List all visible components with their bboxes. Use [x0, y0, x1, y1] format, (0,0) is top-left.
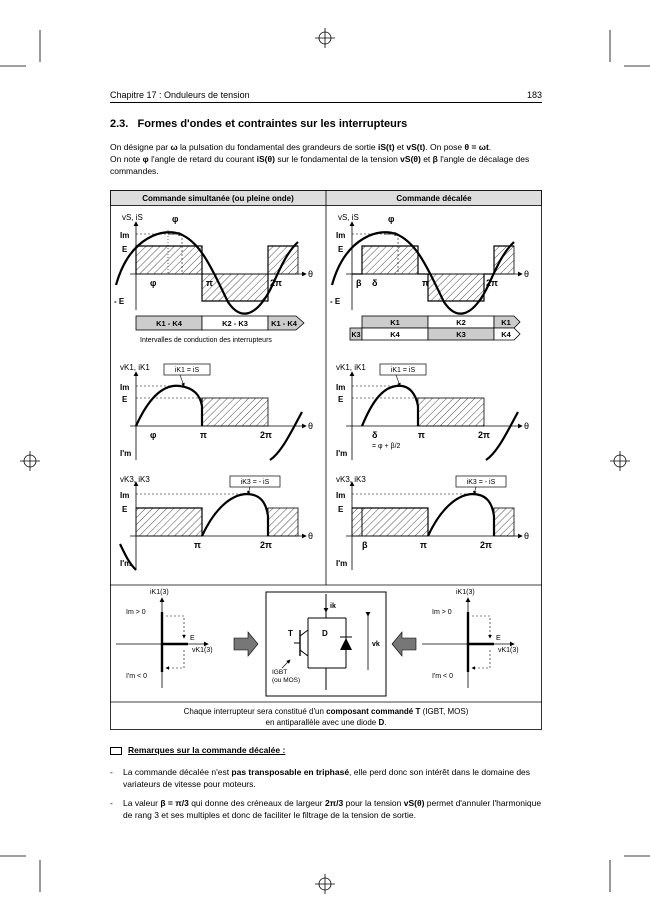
- svg-text:δ: δ: [372, 430, 378, 440]
- svg-text:π: π: [420, 540, 427, 550]
- svg-text:I'm: I'm: [336, 449, 348, 458]
- col-right-title: Commande décalée: [396, 194, 472, 203]
- svg-text:β: β: [362, 540, 368, 550]
- svg-text:φ: φ: [172, 214, 179, 224]
- svg-text:iK1(3): iK1(3): [150, 589, 169, 596]
- svg-text:K4: K4: [390, 330, 400, 339]
- svg-text:E: E: [496, 635, 501, 642]
- section-heading: [110, 118, 407, 130]
- svg-text:iK3 = - iS: iK3 = - iS: [240, 479, 270, 486]
- svg-text:E: E: [338, 395, 344, 404]
- svg-text:iK1(3): iK1(3): [456, 589, 475, 596]
- svg-text:T: T: [288, 629, 293, 638]
- svg-text:φ: φ: [388, 214, 395, 224]
- svg-text:K2 - K3: K2 - K3: [222, 319, 248, 328]
- svg-text:Im: Im: [120, 231, 130, 240]
- svg-text:E: E: [122, 245, 128, 254]
- waveform-figure: [110, 190, 542, 730]
- svg-text:E: E: [338, 245, 344, 254]
- switch-schematic: [266, 592, 386, 696]
- col-left-title: Commande simultanée (ou pleine onde): [142, 194, 294, 203]
- svg-text:π: π: [194, 540, 201, 550]
- svg-text:2π: 2π: [270, 278, 282, 288]
- svg-text:vk: vk: [372, 641, 380, 648]
- svg-text:I'm: I'm: [336, 559, 348, 568]
- svg-text:K3: K3: [456, 330, 466, 339]
- svg-text:vS, iS: vS, iS: [122, 213, 143, 222]
- arrow-right-icon: [234, 632, 258, 656]
- chapter-title: Chapitre 17 : Onduleurs de tension: [110, 90, 250, 100]
- arrow-left-icon: [392, 632, 416, 656]
- plot-vk3-ik3-left: [120, 475, 313, 570]
- quadrant-right: [422, 589, 519, 688]
- plot-vk1-ik1-right: [336, 363, 529, 460]
- svg-text:θ: θ: [308, 269, 314, 279]
- plot-vk1-ik1-left: [120, 363, 313, 460]
- section-title: Formes d'ondes et contraintes sur les interrupteurs: [137, 118, 408, 130]
- svg-text:ik: ik: [330, 603, 336, 610]
- plot-vs-is-right: [330, 213, 529, 314]
- svg-text:vK3, iK3: vK3, iK3: [120, 475, 150, 484]
- svg-text:E: E: [122, 505, 128, 514]
- figure-caption-line1: Chaque interrupteur sera constitué d'un composant commandé T (IGBT, MOS): [183, 707, 469, 716]
- svg-text:2π: 2π: [260, 430, 272, 440]
- plot-vk3-ik3-right: [336, 475, 529, 570]
- plot-vs-is-left: [114, 213, 313, 314]
- svg-text:θ: θ: [524, 421, 530, 431]
- conduction-bar-right: [350, 316, 520, 340]
- svg-text:K3: K3: [351, 332, 361, 339]
- svg-text:I'm < 0: I'm < 0: [432, 673, 453, 680]
- svg-text:θ: θ: [524, 269, 530, 279]
- svg-text:IGBT: IGBT: [272, 669, 288, 676]
- svg-text:K1 - K4: K1 - K4: [271, 319, 297, 328]
- svg-text:K1: K1: [390, 318, 400, 327]
- figure-caption-line2: en antiparallèle avec une diode D.: [265, 718, 387, 727]
- svg-text:- E: - E: [114, 297, 125, 306]
- svg-text:iK1 = iS: iK1 = iS: [174, 367, 200, 374]
- intro-paragraph: On désigne par ω la pulsation du fondamental des grandeurs de sortie iS(t) et vS(t). On pose θ = ωt. On note φ l'angle de retard du courant iS(θ) sur le fondamental de la tension vS(θ) et β l'angle de décalage des commandes.: [110, 142, 530, 176]
- svg-text:(ou MOS): (ou MOS): [272, 677, 301, 684]
- svg-text:β: β: [356, 278, 362, 288]
- svg-text:δ: δ: [372, 278, 378, 288]
- running-header: [110, 90, 542, 100]
- svg-text:vS, iS: vS, iS: [338, 213, 359, 222]
- svg-text:π: π: [200, 430, 207, 440]
- section-number: 2.3.: [110, 118, 129, 130]
- checkbox-bullet-icon: [110, 747, 122, 755]
- svg-text:E: E: [190, 635, 195, 642]
- svg-text:vK1(3): vK1(3): [498, 647, 519, 654]
- svg-text:Im: Im: [336, 383, 346, 392]
- svg-text:vK1(3): vK1(3): [192, 647, 213, 654]
- svg-text:iK3 = - iS: iK3 = - iS: [466, 479, 496, 486]
- svg-text:D: D: [322, 629, 328, 638]
- svg-text:= φ + β/2: = φ + β/2: [372, 443, 401, 450]
- quadrant-left: [116, 589, 213, 688]
- svg-text:θ: θ: [308, 531, 314, 541]
- svg-text:- E: - E: [330, 297, 341, 306]
- svg-text:π: π: [418, 430, 425, 440]
- svg-text:E: E: [338, 505, 344, 514]
- remark-item-1: - La commande décalée n'est pas transposable en triphasé, elle perd donc son intérêt dans le domaine des variateurs de vitesse pour moteurs.: [110, 767, 531, 789]
- svg-text:π: π: [206, 278, 213, 288]
- svg-text:E: E: [122, 395, 128, 404]
- svg-text:K1 - K4: K1 - K4: [156, 319, 182, 328]
- svg-text:Im: Im: [120, 491, 130, 500]
- svg-text:Im: Im: [336, 231, 346, 240]
- svg-text:I'm: I'm: [120, 449, 132, 458]
- svg-text:Intervalles de conduction des: Intervalles de conduction des interrupteurs: [140, 337, 272, 344]
- svg-text:θ: θ: [308, 421, 314, 431]
- svg-text:vK1, iK1: vK1, iK1: [336, 363, 366, 372]
- svg-text:φ: φ: [150, 278, 157, 288]
- svg-text:I'm: I'm: [120, 559, 132, 568]
- svg-text:Im: Im: [120, 383, 130, 392]
- svg-text:φ: φ: [150, 430, 157, 440]
- svg-text:2π: 2π: [478, 430, 490, 440]
- svg-text:2π: 2π: [486, 278, 498, 288]
- svg-text:θ: θ: [524, 531, 530, 541]
- svg-text:iK1 = iS: iK1 = iS: [390, 367, 416, 374]
- svg-text:Im > 0: Im > 0: [432, 609, 452, 616]
- page-number: 183: [526, 90, 542, 100]
- conduction-bar-left: [136, 316, 304, 344]
- svg-text:I'm < 0: I'm < 0: [126, 673, 147, 680]
- svg-text:2π: 2π: [260, 540, 272, 550]
- svg-text:vK1, iK1: vK1, iK1: [120, 363, 150, 372]
- svg-text:K2: K2: [456, 318, 466, 327]
- svg-text:2π: 2π: [480, 540, 492, 550]
- svg-text:Im > 0: Im > 0: [126, 609, 146, 616]
- svg-text:Im: Im: [336, 491, 346, 500]
- svg-text:vK3, iK3: vK3, iK3: [336, 475, 366, 484]
- svg-text:K4: K4: [501, 330, 511, 339]
- remarks-heading: Remarques sur la commande décalée :: [110, 745, 285, 755]
- svg-text:π: π: [422, 278, 429, 288]
- header-rule: [110, 102, 542, 103]
- remark-item-2: - La valeur β = π/3 qui donne des créneaux de largeur 2π/3 pour la tension vS(θ) permet d'annuler l'harmonique de rang 3 et ses multiples et donc de faciliter le filtrage de la tension de sortie.: [110, 798, 542, 820]
- svg-text:K1: K1: [501, 318, 511, 327]
